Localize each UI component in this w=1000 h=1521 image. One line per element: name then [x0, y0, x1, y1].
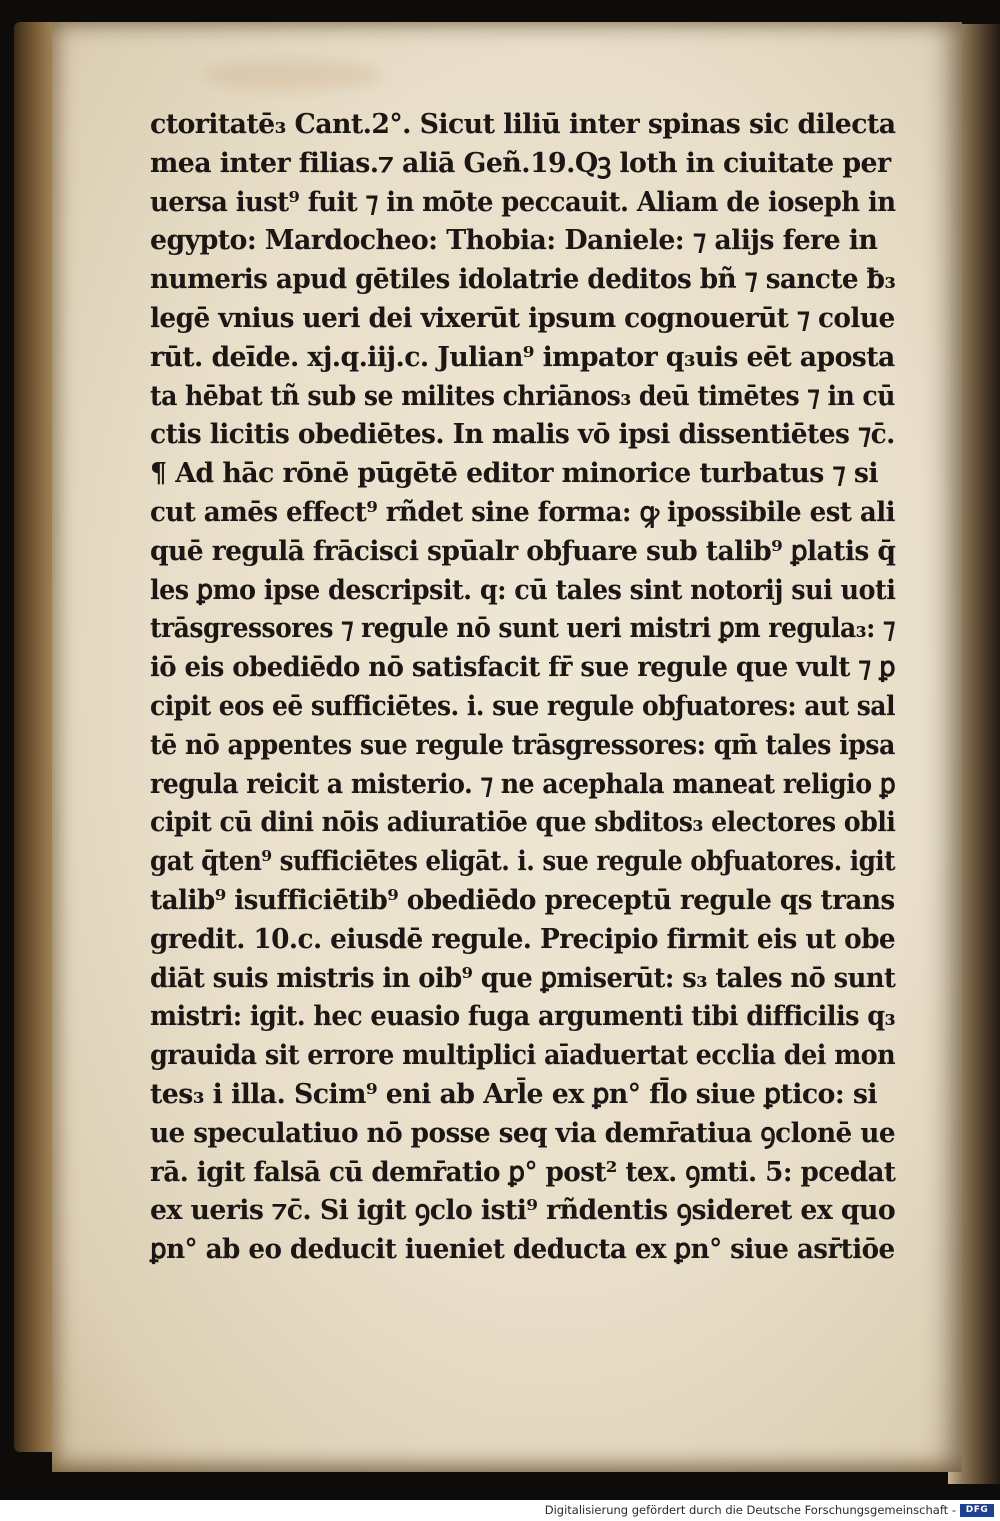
- text-line: legē vnius ueri dei vixerūt ipsum cognouerūt ⁊ colue: [150, 302, 895, 334]
- footer-credit: Digitalisierung gefördert durch die Deutsche Forschungsgemeinschaft -: [544, 1503, 956, 1517]
- text-line: quē regulā frācisci spūalr obƒuare sub talib⁹ ꝑlatis q̄: [150, 535, 896, 567]
- text-line: gredit. 10.c. eiusdē regule. Precipio firmit eis ut obe: [150, 923, 896, 955]
- text-line: les ꝑmo ipse descripsit. q: cū tales sint notorij sui uoti: [150, 574, 896, 606]
- text-line: cut amēs effect⁹ rñdet sine forma: ꝙ ipossibile est ali: [150, 496, 895, 528]
- text-line: egypto: Mardocheo: Thobia: Daniele: ⁊ alijs fere in: [150, 225, 878, 257]
- text-line: iō eis obediēdo nō satisfacit fr̄ sue regule que vult ⁊ ꝑ: [150, 652, 896, 684]
- text-block: [150, 106, 900, 1270]
- text-line: mea inter filias.⁊ aliā Geñ.19.Qꝫ loth in ciuitate per: [150, 147, 891, 179]
- text-line: ctis licitis obediētes. In malis vō ipsi dissentiētes ⁊c̄.: [150, 419, 895, 451]
- text-line: cipit cū dini nōis adiuratiōe que sbditos₃ electores obli: [150, 807, 896, 839]
- text-line: talib⁹ isufficiētib⁹ obediēdo preceptū regule qs trans: [150, 884, 895, 916]
- text-line: ¶ Ad hāc rōnē pūgētē editor minorice turbatus ⁊ si: [150, 458, 879, 490]
- footer-bar: [0, 1500, 1000, 1521]
- dfg-logo: DFG: [960, 1504, 994, 1517]
- text-line: grauida sit errore multiplici aīaduertat ecclia dei mon: [150, 1040, 896, 1072]
- text-line: ctoritatē₃ Cant.2°. Sicut liliū inter spinas sic dilecta: [150, 109, 896, 140]
- text-line: rā. igit falsā cū demr̄atio ꝑ° post² tex. ꝯmti. 5: pcedat: [150, 1156, 896, 1188]
- page-stain: [202, 60, 382, 90]
- text-line: diāt suis mistris in oib⁹ que ꝑmiserūt: s₃ tales nō sunt: [150, 962, 896, 994]
- text-line: ta hēbat tñ sub se milites chriānos₃ deū timētes ⁊ in cū: [150, 380, 895, 412]
- text-line: cipit eos eē sufficiētes. i. sue regule obƒuatores: aut sal: [150, 690, 895, 722]
- text-line: gat q̄ten⁹ sufficiētes eligāt. i. sue regule obƒuatores. igit: [150, 846, 895, 878]
- text-line: tes₃ i illa. Scim⁹ eni ab Arl̄e ex ꝑn° fl̄o siue ꝑtico: si: [150, 1078, 877, 1110]
- text-line: trāsgressores ⁊ regule nō sunt ueri mistri ꝑm regula₃: ⁊: [150, 613, 895, 645]
- text-line: ex ueris ⁊c̄. Si igit ꝯclo isti⁹ rñdentis ꝯsideret ex quo: [150, 1195, 896, 1227]
- text-line: mistri: igit. hec euasio fuga argumenti tibi difficilis q₃: [150, 1001, 896, 1033]
- text-line: rūt. deīde. xj.q.iij.c. Julian⁹ impator q₃uis eēt aposta: [150, 341, 895, 373]
- text-line: tē nō appentes sue regule trāsgressores: qm̄ tales ipsa: [150, 729, 895, 761]
- text-line: numeris apud gētiles idolatrie deditos bñ ⁊ sancte ƀ₃: [150, 264, 896, 296]
- text-line: ue speculatiuo nō posse seq via demr̄atiua ꝯclonē ue: [150, 1117, 896, 1149]
- text-line: ꝑn° ab eo deducit iueniet deducta ex ꝑn° siue asr̄tiōe: [150, 1234, 895, 1266]
- text-line: regula reicit a misterio. ⁊ ne acephala maneat religio ꝑ: [150, 768, 896, 800]
- text-line: uersa iust⁹ fuit ⁊ in mōte peccauit. Aliam de ioseph in: [150, 186, 896, 218]
